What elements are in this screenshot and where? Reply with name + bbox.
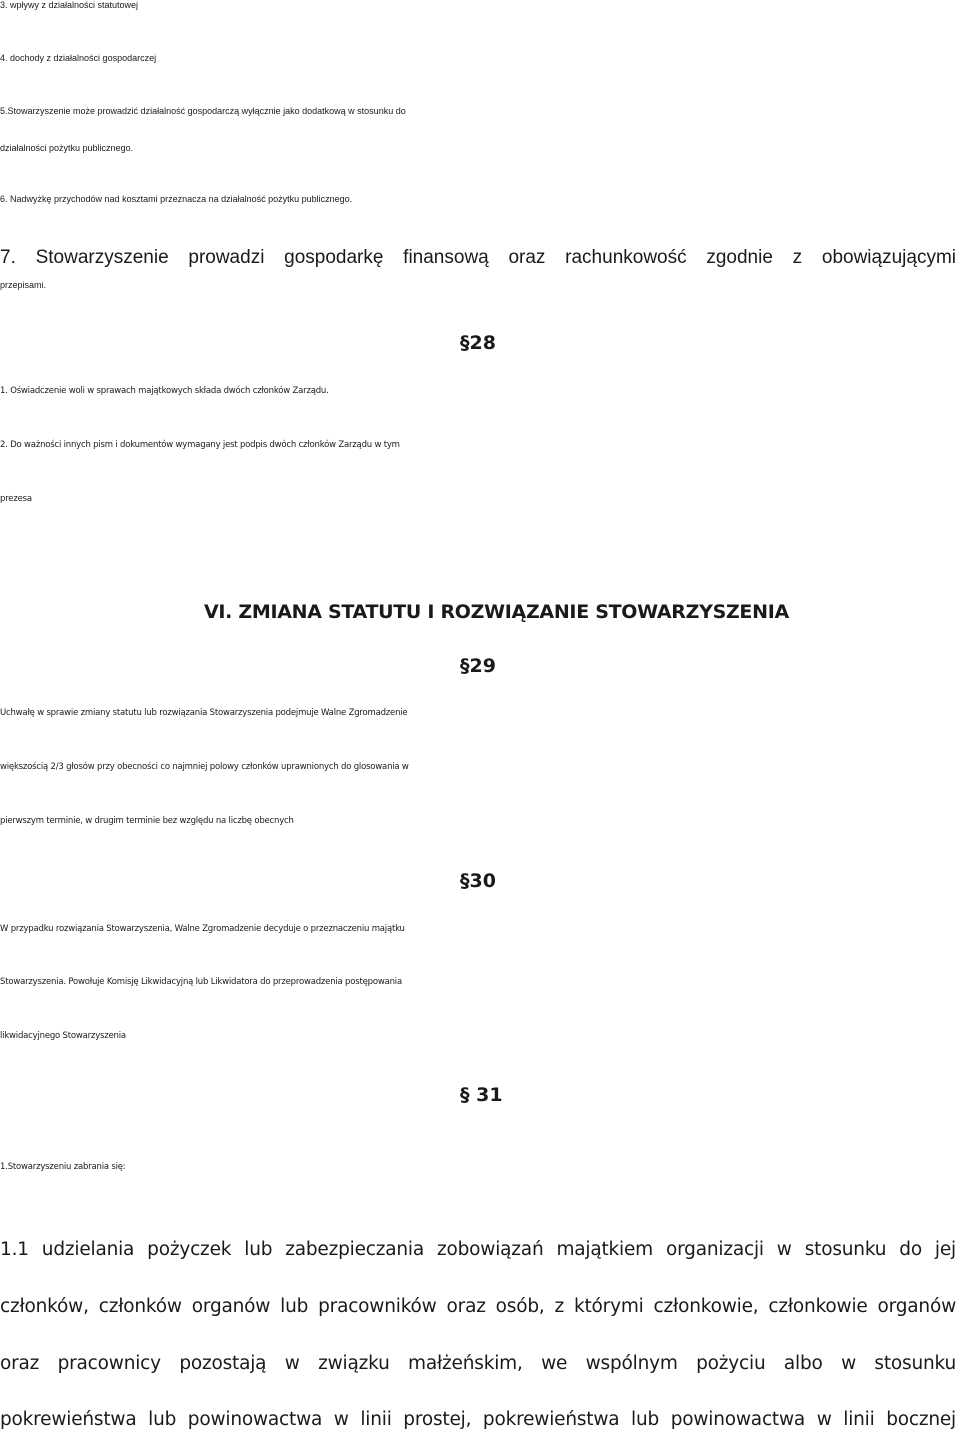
section-30-line-2: Stowarzyszenia. Powołuje Komisję Likwidacyjną lub Likwidatora do przeprowadzenia postępowania xyxy=(0,977,402,987)
chapter-vi-heading: VI. ZMIANA STATUTU I ROZWIĄZANIE STOWARZYSZENIA xyxy=(204,601,789,623)
section-31-item-1-1-line-1: 1.1 udzielania pożyczek lub zabezpieczania zobowiązań majątkiem organizacji w stosunku do jej xyxy=(0,1239,956,1260)
section-29-line-1: Uchwałę w sprawie zmiany statutu lub rozwiązania Stowarzyszenia podejmuje Walne Zgromadzenie xyxy=(0,708,408,718)
paragraph-5-line-2: działalności pożytku publicznego. xyxy=(0,143,134,153)
section-31-item-1: 1.Stowarzyszeniu zabrania się: xyxy=(0,1162,126,1172)
paragraph-6: 6. Nadwyżkę przychodów nad kosztami przeznacza na działalność pożytku publicznego. xyxy=(0,194,353,204)
paragraph-7-line-1: 7. Stowarzyszenie prowadzi gospodarkę finansową oraz rachunkowość zgodnie z obowiązującymi xyxy=(0,247,956,268)
section-31-item-1-1-line-2: członków, członków organów lub pracowników oraz osób, z którymi członkowie, członkowie organów xyxy=(0,1296,956,1317)
section-31-heading: § 31 xyxy=(460,1084,503,1106)
section-28-item-2-line-1: 2. Do ważności innych pism i dokumentów wymagany jest podpis dwóch członków Zarządu w tym xyxy=(0,440,400,450)
section-31-item-1-1-line-4: pokrewieństwa lub powinowactwa w linii prostej, pokrewieństwa lub powinowactwa w linii bocznej xyxy=(0,1409,956,1430)
section-30-heading: §30 xyxy=(460,870,496,892)
section-29-line-3: pierwszym terminie, w drugim terminie bez względu na liczbę obecnych xyxy=(0,816,294,826)
list-item-3: 3. wpływy z działalności statutowej xyxy=(0,0,139,10)
section-29-line-2: większością 2/3 głosów przy obecności co najmniej polowy członków uprawnionych do glosowania w xyxy=(0,762,409,772)
section-29-heading: §29 xyxy=(460,655,496,677)
section-28-heading: §28 xyxy=(460,332,496,354)
section-28-item-2-line-2: prezesa xyxy=(0,494,32,504)
list-item-4: 4. dochody z działalności gospodarczej xyxy=(0,53,157,63)
paragraph-5-line-1: 5.Stowarzyszenie może prowadzić działalność gospodarczą wyłącznie jako dodatkową w stosunku do xyxy=(0,106,406,116)
section-30-line-1: W przypadku rozwiązania Stowarzyszenia, Walne Zgromadzenie decyduje o przeznaczeniu majątku xyxy=(0,924,405,934)
section-30-line-3: likwidacyjnego Stowarzyszenia xyxy=(0,1031,126,1041)
section-31-item-1-1-line-3: oraz pracownicy pozostają w związku małżeńskim, we wspólnym pożyciu albo w stosunku xyxy=(0,1353,956,1374)
section-28-item-1: 1. Oświadczenie woli w sprawach majątkowych składa dwóch członków Zarządu. xyxy=(0,386,329,396)
paragraph-7-line-2: przepisami. xyxy=(0,280,47,290)
